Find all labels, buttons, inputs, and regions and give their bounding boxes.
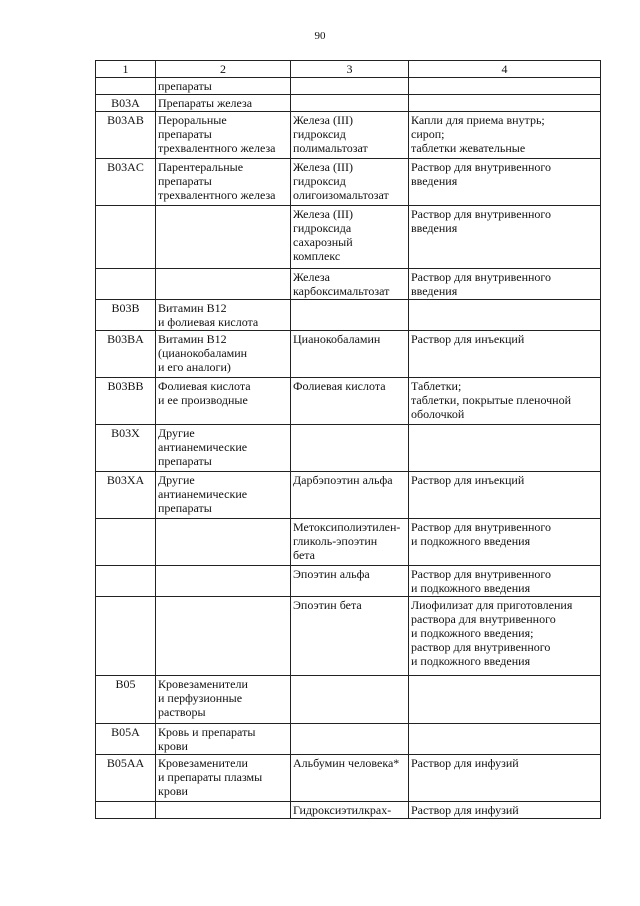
group-name-cell: Фолиевая кислота и ее производные [156, 378, 291, 425]
substance-cell: Метоксиполиэтилен- гликоль-эпоэтин бета [291, 519, 409, 566]
table-row [96, 78, 601, 95]
table-row [96, 112, 601, 159]
drug-table [95, 60, 601, 819]
substance-cell: Цианокобаламин [291, 331, 409, 378]
group-name-cell [156, 519, 291, 566]
table-row [96, 331, 601, 378]
table-row [96, 802, 601, 819]
group-name-cell [156, 206, 291, 269]
group-name-cell: Кровь и препараты крови [156, 724, 291, 755]
dosage-form-cell: Таблетки; таблетки, покрытые пленочной оболочкой [409, 378, 601, 425]
group-name-cell: Другие антианемические препараты [156, 472, 291, 519]
substance-cell: Гидроксиэтилкрах- [291, 802, 409, 819]
dosage-form-cell [409, 676, 601, 724]
group-name-cell: препараты [156, 78, 291, 95]
table-row [96, 519, 601, 566]
dosage-form-cell: Раствор для внутривенного введения [409, 159, 601, 206]
substance-cell [291, 724, 409, 755]
dosage-form-cell: Раствор для внутривенного и подкожного введения [409, 566, 601, 597]
atc-code-cell: B03A [96, 95, 156, 112]
table-body [96, 61, 601, 819]
substance-cell [291, 300, 409, 331]
column-header-3: 3 [291, 61, 409, 78]
substance-cell: Дарбэпоэтин альфа [291, 472, 409, 519]
table-row [96, 472, 601, 519]
table-row [96, 159, 601, 206]
table-row [96, 300, 601, 331]
group-name-cell: Пероральные препараты трехвалентного железа [156, 112, 291, 159]
substance-cell [291, 676, 409, 724]
group-name-cell: Витамин B12 и фолиевая кислота [156, 300, 291, 331]
atc-code-cell: B05A [96, 724, 156, 755]
atc-code-cell: B03X [96, 425, 156, 472]
atc-code-cell [96, 78, 156, 95]
dosage-form-cell: Раствор для инъекций [409, 331, 601, 378]
dosage-form-cell: Раствор для внутривенного введения [409, 269, 601, 300]
atc-code-cell: B03B [96, 300, 156, 331]
page-number: 90 [314, 30, 326, 42]
dosage-form-cell [409, 724, 601, 755]
dosage-form-cell: Лиофилизат для приготовления раствора для внутривенного и подкожного введения; раствор для внутривенного и подкожного введения [409, 597, 601, 676]
group-name-cell [156, 566, 291, 597]
dosage-form-cell: Раствор для внутривенного и подкожного введения [409, 519, 601, 566]
atc-code-cell [96, 802, 156, 819]
atc-code-cell: B03BB [96, 378, 156, 425]
substance-cell: Железа (III) гидроксид олигоизомальтозат [291, 159, 409, 206]
table-row [96, 724, 601, 755]
dosage-form-cell: Раствор для инфузий [409, 755, 601, 802]
dosage-form-cell [409, 95, 601, 112]
table-row [96, 269, 601, 300]
table-row [96, 425, 601, 472]
substance-cell: Железа (III) гидроксида сахарозный комплекс [291, 206, 409, 269]
table-header-row [96, 61, 601, 78]
table-row [96, 755, 601, 802]
column-header-1: 1 [96, 61, 156, 78]
substance-cell: Железа карбоксимальтозат [291, 269, 409, 300]
table-row [96, 378, 601, 425]
substance-cell: Железа (III) гидроксид полимальтозат [291, 112, 409, 159]
group-name-cell: Другие антианемические препараты [156, 425, 291, 472]
dosage-form-cell [409, 78, 601, 95]
group-name-cell [156, 269, 291, 300]
substance-cell: Фолиевая кислота [291, 378, 409, 425]
dosage-form-cell: Раствор для инъекций [409, 472, 601, 519]
substance-cell [291, 95, 409, 112]
dosage-form-cell: Раствор для внутривенного введения [409, 206, 601, 269]
group-name-cell: Витамин B12 (цианокобаламин и его аналоги) [156, 331, 291, 378]
column-header-4: 4 [409, 61, 601, 78]
group-name-cell: Кровезаменители и препараты плазмы крови [156, 755, 291, 802]
table-row [96, 95, 601, 112]
table-row [96, 566, 601, 597]
table-row [96, 676, 601, 724]
atc-code-cell [96, 269, 156, 300]
dosage-form-cell: Капли для приема внутрь; сироп; таблетки жевательные [409, 112, 601, 159]
group-name-cell: Препараты железа [156, 95, 291, 112]
column-header-2: 2 [156, 61, 291, 78]
substance-cell: Эпоэтин бета [291, 597, 409, 676]
atc-code-cell [96, 566, 156, 597]
atc-code-cell: B05 [96, 676, 156, 724]
table-row [96, 597, 601, 676]
group-name-cell [156, 802, 291, 819]
atc-code-cell: B03AB [96, 112, 156, 159]
atc-code-cell [96, 597, 156, 676]
group-name-cell [156, 597, 291, 676]
table-row [96, 206, 601, 269]
substance-cell: Альбумин человека* [291, 755, 409, 802]
atc-code-cell: B03AC [96, 159, 156, 206]
substance-cell [291, 425, 409, 472]
substance-cell [291, 78, 409, 95]
atc-code-cell: B05AA [96, 755, 156, 802]
dosage-form-cell [409, 300, 601, 331]
atc-code-cell: B03BA [96, 331, 156, 378]
atc-code-cell [96, 519, 156, 566]
dosage-form-cell [409, 425, 601, 472]
dosage-form-cell: Раствор для инфузий [409, 802, 601, 819]
atc-code-cell: B03XA [96, 472, 156, 519]
substance-cell: Эпоэтин альфа [291, 566, 409, 597]
group-name-cell: Парентеральные препараты трехвалентного железа [156, 159, 291, 206]
atc-code-cell [96, 206, 156, 269]
group-name-cell: Кровезаменители и перфузионные растворы [156, 676, 291, 724]
